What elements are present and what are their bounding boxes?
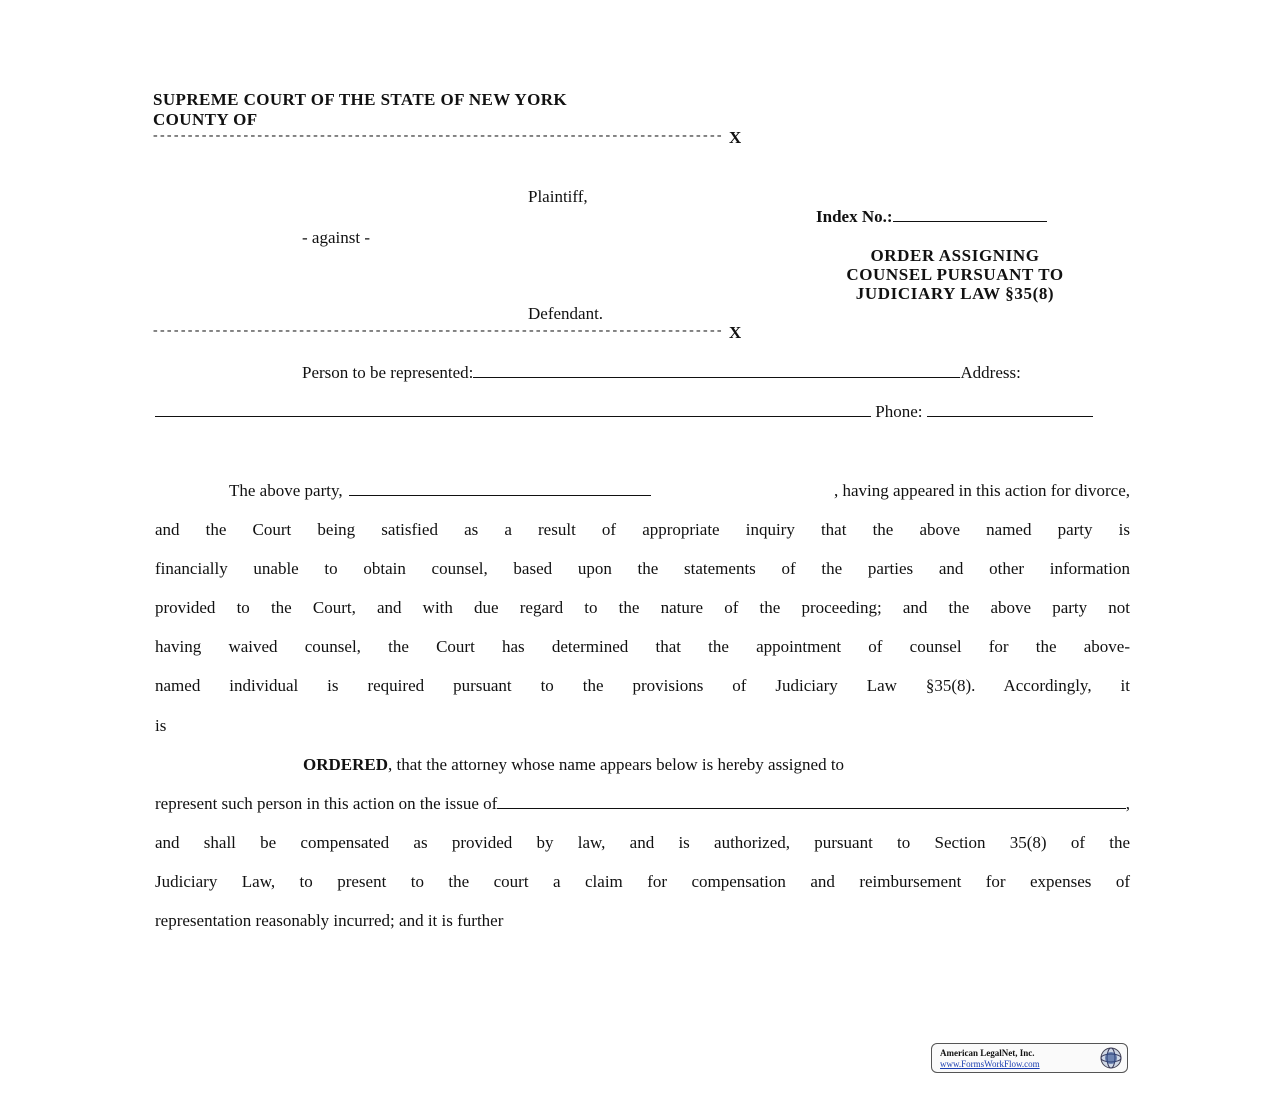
body-line-3: financially unable to obtain counsel, based upon the statements of the parties and other information (155, 559, 1130, 578)
order-title-line3: JUDICIARY LAW §35(8) (855, 284, 1055, 303)
person-field[interactable] (473, 363, 960, 378)
caption-divider-top: - - - - - - - - - - - - - - - - - - - - - - - - - - - - - - - - - - - - - - - - - - - - - - - - - - - - - - - - - - - - - - - - - - - - - - - - - - - - - - - - - - (153, 128, 721, 143)
footer-logo[interactable] (931, 1043, 1128, 1073)
index-label: Index No.: (816, 207, 893, 226)
body-line-p2-5: representation reasonably incurred; and it is further (155, 911, 504, 930)
court-name: SUPREME COURT OF THE STATE OF NEW YORK (153, 90, 568, 109)
body-line-6: named individual is required pursuant to the provisions of Judiciary Law §35(8). Accordingly, it (155, 676, 1130, 695)
county-label: COUNTY OF (153, 110, 258, 129)
body-line-2: and the Court being satisfied as a result of appropriate inquiry that the above named party is (155, 520, 1130, 539)
caption-x-bottom: X (729, 323, 742, 342)
ordered-line (303, 755, 1130, 775)
body-line-1 (229, 481, 1130, 501)
body-line-7: is (155, 716, 167, 735)
phone-label: Phone: (875, 402, 923, 421)
person-row (302, 363, 1021, 383)
body-line-p2-3: and shall be compensated as provided by law, and is authorized, pursuant to Section 35(8) of the (155, 833, 1130, 852)
footer-company: American LegalNet, Inc. (940, 1048, 1035, 1058)
body-p1-start: The above party, (229, 481, 343, 500)
order-title-line1: ORDER ASSIGNING (870, 246, 1040, 265)
defendant-label: Defendant. (528, 304, 604, 323)
body-line-5: having waived counsel, the Court has determined that the appointment of counsel for the above- (155, 637, 1130, 656)
body-line-4: provided to the Court, and with due regard to the nature of the proceeding; and the above party not (155, 598, 1130, 617)
issue-label: represent such person in this action on the issue of (155, 794, 498, 813)
footer-url[interactable]: www.FormsWorkFlow.com (940, 1059, 1040, 1069)
phone-field[interactable] (927, 402, 1093, 417)
address-field[interactable] (155, 402, 871, 417)
plaintiff-label: Plaintiff, (528, 187, 588, 206)
order-title (790, 246, 1120, 303)
globe-icon (1099, 1046, 1123, 1070)
person-label: Person to be represented: (302, 363, 474, 382)
ordered-word: ORDERED (303, 755, 389, 774)
body-line-p2-4: Judiciary Law, to present to the court a claim for compensation and reimbursement for expenses of (155, 872, 1130, 891)
body-p1-end: , having appeared in this action for divorce, (834, 481, 1130, 500)
caption-x-top: X (729, 128, 742, 147)
ordered-text: , that the attorney whose name appears below is hereby assigned to (388, 755, 845, 774)
order-title-line2: COUNSEL PURSUANT TO (846, 265, 1064, 284)
issue-comma: , (1125, 794, 1130, 813)
party-name-field[interactable] (349, 481, 651, 496)
index-number (816, 207, 1047, 227)
address-phone-row (155, 402, 1093, 422)
caption-divider-bottom: - - - - - - - - - - - - - - - - - - - - - - - - - - - - - - - - - - - - - - - - - - - - - - - - - - - - - - - - - - - - - - - - - - - - - - - - - - - - - - - - - - (153, 323, 721, 338)
address-label: Address: (960, 363, 1021, 382)
issue-field[interactable] (497, 794, 1125, 809)
issue-line (155, 794, 1130, 814)
against-label: - against - (302, 228, 370, 247)
index-number-field[interactable] (893, 207, 1047, 222)
